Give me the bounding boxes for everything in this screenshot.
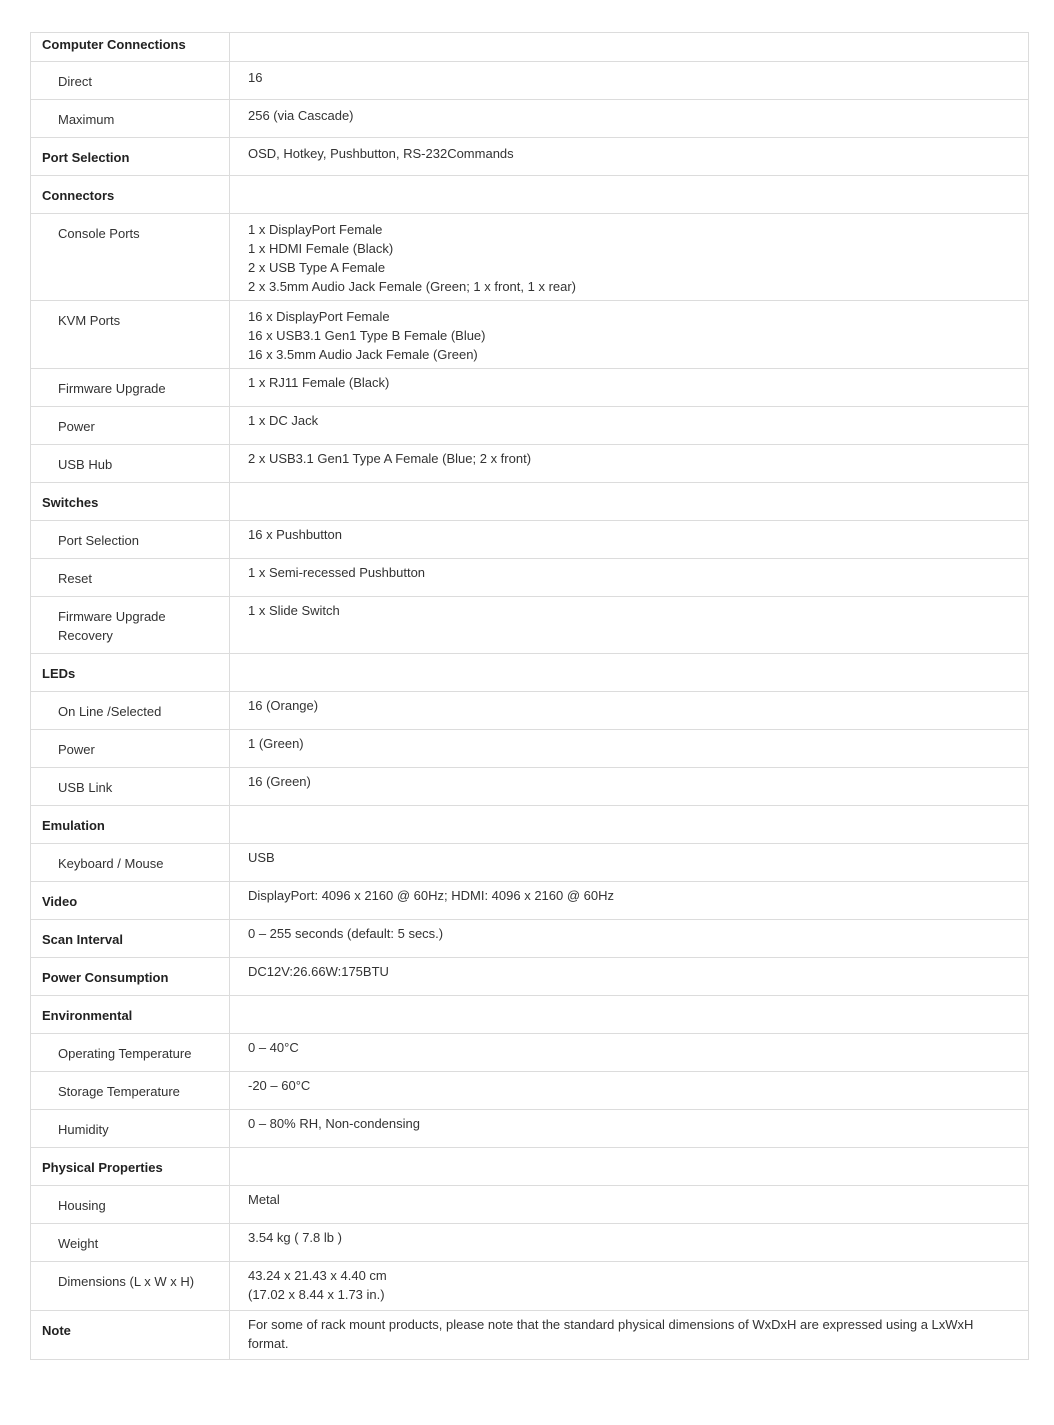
spec-value: 16 x DisplayPort Female (248, 309, 390, 324)
spec-value-cell (230, 1148, 1029, 1186)
spec-label: Reset (58, 571, 92, 586)
spec-value: 1 x DC Jack (248, 413, 319, 428)
spec-value: For some of rack mount products, please note that the standard physical dimensions of WxDxH are expressed using a LxWxH format. (248, 1317, 978, 1351)
spec-label-cell (31, 882, 230, 920)
spec-value-cell (230, 301, 1029, 369)
spec-label-cell (31, 369, 230, 407)
spec-label: LEDs (42, 666, 76, 681)
spec-row (31, 445, 1029, 483)
spec-label: Firmware Upgrade (58, 381, 166, 396)
spec-value-cell (230, 730, 1029, 768)
spec-row (31, 654, 1029, 692)
spec-label-cell (31, 559, 230, 597)
spec-value: -20 – 60°C (248, 1078, 311, 1093)
spec-row (31, 996, 1029, 1034)
specifications-table (30, 32, 1029, 1360)
spec-value-cell (230, 445, 1029, 483)
spec-label: Console Ports (58, 226, 140, 241)
spec-label: Scan Interval (42, 932, 123, 947)
spec-row (31, 176, 1029, 214)
spec-value: 16 (Orange) (248, 698, 319, 713)
spec-row (31, 1148, 1029, 1186)
spec-label: USB Hub (58, 457, 113, 472)
spec-value-cell (230, 100, 1029, 138)
spec-label: Video (42, 894, 78, 909)
spec-value-cell (230, 559, 1029, 597)
spec-label-cell (31, 521, 230, 559)
spec-value: (17.02 x 8.44 x 1.73 in.) (248, 1287, 385, 1302)
spec-row (31, 958, 1029, 996)
spec-row (31, 1262, 1029, 1311)
spec-value-cell (230, 654, 1029, 692)
spec-value: 1 (Green) (248, 736, 304, 751)
spec-label-cell (31, 445, 230, 483)
spec-row (31, 521, 1029, 559)
spec-label-cell (31, 692, 230, 730)
spec-row (31, 730, 1029, 768)
spec-label: Operating Temperature (58, 1046, 192, 1061)
spec-label: Power (58, 419, 95, 434)
spec-row (31, 1224, 1029, 1262)
spec-row (31, 806, 1029, 844)
spec-label-cell (31, 654, 230, 692)
spec-label: Power Consumption (42, 970, 169, 985)
spec-row (31, 1110, 1029, 1148)
spec-label: Dimensions (L x W x H) (58, 1274, 195, 1289)
spec-label: Firmware Upgrade Recovery (58, 609, 166, 643)
spec-value-cell (230, 407, 1029, 445)
spec-value: USB (248, 850, 275, 865)
spec-label-cell (31, 176, 230, 214)
spec-label-cell (31, 100, 230, 138)
spec-value-cell (230, 33, 1029, 62)
spec-value: DisplayPort: 4096 x 2160 @ 60Hz; HDMI: 4096 x 2160 @ 60Hz (248, 888, 615, 903)
spec-label: Power (58, 742, 95, 757)
spec-row (31, 369, 1029, 407)
spec-label-cell (31, 1072, 230, 1110)
spec-value: 0 – 255 seconds (default: 5 secs.) (248, 926, 444, 941)
spec-label: Environmental (42, 1008, 133, 1023)
spec-value: 0 – 40°C (248, 1040, 299, 1055)
spec-row (31, 483, 1029, 521)
spec-label-cell (31, 1262, 230, 1311)
spec-row (31, 844, 1029, 882)
spec-value: 16 (248, 70, 263, 85)
spec-value: 1 x Semi-recessed Pushbutton (248, 565, 426, 580)
spec-value: 2 x USB Type A Female (248, 260, 386, 275)
spec-label-cell (31, 768, 230, 806)
spec-value: DC12V:26.66W:175BTU (248, 964, 389, 979)
spec-value: 16 x Pushbutton (248, 527, 342, 542)
spec-row (31, 62, 1029, 100)
spec-label-cell (31, 1224, 230, 1262)
spec-value-cell (230, 920, 1029, 958)
spec-value-cell (230, 844, 1029, 882)
spec-value: 1 x HDMI Female (Black) (248, 241, 394, 256)
spec-value-cell (230, 62, 1029, 100)
spec-label: Humidity (58, 1122, 109, 1137)
spec-value: Metal (248, 1192, 280, 1207)
spec-label: Housing (58, 1198, 106, 1213)
spec-row (31, 1072, 1029, 1110)
spec-row (31, 138, 1029, 176)
spec-value-cell (230, 692, 1029, 730)
spec-label-cell (31, 996, 230, 1034)
spec-row (31, 1186, 1029, 1224)
spec-value-cell (230, 1262, 1029, 1311)
spec-label-cell (31, 1186, 230, 1224)
spec-value: 3.54 kg ( 7.8 lb ) (248, 1230, 342, 1245)
spec-label-cell (31, 483, 230, 521)
spec-value-cell (230, 958, 1029, 996)
spec-row (31, 214, 1029, 301)
spec-row (31, 1034, 1029, 1072)
spec-row (31, 301, 1029, 369)
spec-row (31, 692, 1029, 730)
spec-label: Maximum (58, 112, 115, 127)
spec-label-cell (31, 301, 230, 369)
spec-label-cell (31, 806, 230, 844)
spec-label-cell (31, 407, 230, 445)
spec-value-cell (230, 483, 1029, 521)
spec-value: 2 x USB3.1 Gen1 Type A Female (Blue; 2 x front) (248, 451, 532, 466)
spec-value: 1 x RJ11 Female (Black) (248, 375, 390, 390)
spec-label: Computer Connections (42, 37, 186, 52)
spec-value-cell (230, 138, 1029, 176)
spec-value: 16 x USB3.1 Gen1 Type B Female (Blue) (248, 328, 486, 343)
spec-value: 1 x Slide Switch (248, 603, 340, 618)
spec-row (31, 407, 1029, 445)
spec-row (31, 559, 1029, 597)
spec-value-cell (230, 1034, 1029, 1072)
spec-label-cell (31, 138, 230, 176)
spec-label-cell (31, 1148, 230, 1186)
spec-label-cell (31, 1110, 230, 1148)
spec-label: Switches (42, 495, 99, 510)
spec-value-cell (230, 369, 1029, 407)
spec-value: 2 x 3.5mm Audio Jack Female (Green; 1 x front, 1 x rear) (248, 279, 577, 294)
spec-label-cell (31, 62, 230, 100)
spec-label: Storage Temperature (58, 1084, 180, 1099)
spec-row (31, 920, 1029, 958)
spec-value-cell (230, 996, 1029, 1034)
spec-label-cell (31, 214, 230, 301)
spec-label-cell (31, 958, 230, 996)
spec-label: Port Selection (42, 150, 130, 165)
spec-value-cell (230, 1110, 1029, 1148)
spec-value: OSD, Hotkey, Pushbutton, RS-232Commands (248, 146, 514, 161)
spec-value-cell (230, 1224, 1029, 1262)
spec-label: Physical Properties (42, 1160, 163, 1175)
spec-value-cell (230, 806, 1029, 844)
spec-label: Port Selection (58, 533, 139, 548)
spec-label-cell (31, 1311, 230, 1360)
spec-value: 256 (via Cascade) (248, 108, 354, 123)
spec-value-cell (230, 768, 1029, 806)
spec-value-cell (230, 176, 1029, 214)
spec-label: Note (42, 1323, 71, 1338)
spec-label: On Line /Selected (58, 704, 162, 719)
spec-value-cell (230, 1186, 1029, 1224)
spec-label-cell (31, 844, 230, 882)
spec-label: Direct (58, 74, 92, 89)
spec-row (31, 597, 1029, 654)
spec-label-cell (31, 1034, 230, 1072)
spec-value: 16 (Green) (248, 774, 311, 789)
spec-label: Emulation (42, 818, 105, 833)
spec-label: Connectors (42, 188, 115, 203)
spec-label: Keyboard / Mouse (58, 856, 164, 871)
spec-row (31, 100, 1029, 138)
spec-value-cell (230, 214, 1029, 301)
spec-row (31, 33, 1029, 62)
spec-value: 1 x DisplayPort Female (248, 222, 383, 237)
spec-label-cell (31, 33, 230, 62)
spec-value: 0 – 80% RH, Non-condensing (248, 1116, 420, 1131)
spec-value: 43.24 x 21.43 x 4.40 cm (248, 1268, 387, 1283)
spec-label: Weight (58, 1236, 99, 1251)
spec-value-cell (230, 882, 1029, 920)
spec-label-cell (31, 730, 230, 768)
spec-value-cell (230, 521, 1029, 559)
spec-row (31, 1311, 1029, 1360)
spec-label-cell (31, 597, 230, 654)
spec-value-cell (230, 1311, 1029, 1360)
spec-value-cell (230, 1072, 1029, 1110)
spec-row (31, 882, 1029, 920)
spec-value-cell (230, 597, 1029, 654)
spec-value: 16 x 3.5mm Audio Jack Female (Green) (248, 347, 478, 362)
specifications-table-body (31, 33, 1029, 1360)
spec-label-cell (31, 920, 230, 958)
spec-label: USB Link (58, 780, 113, 795)
spec-label: KVM Ports (58, 313, 121, 328)
spec-row (31, 768, 1029, 806)
